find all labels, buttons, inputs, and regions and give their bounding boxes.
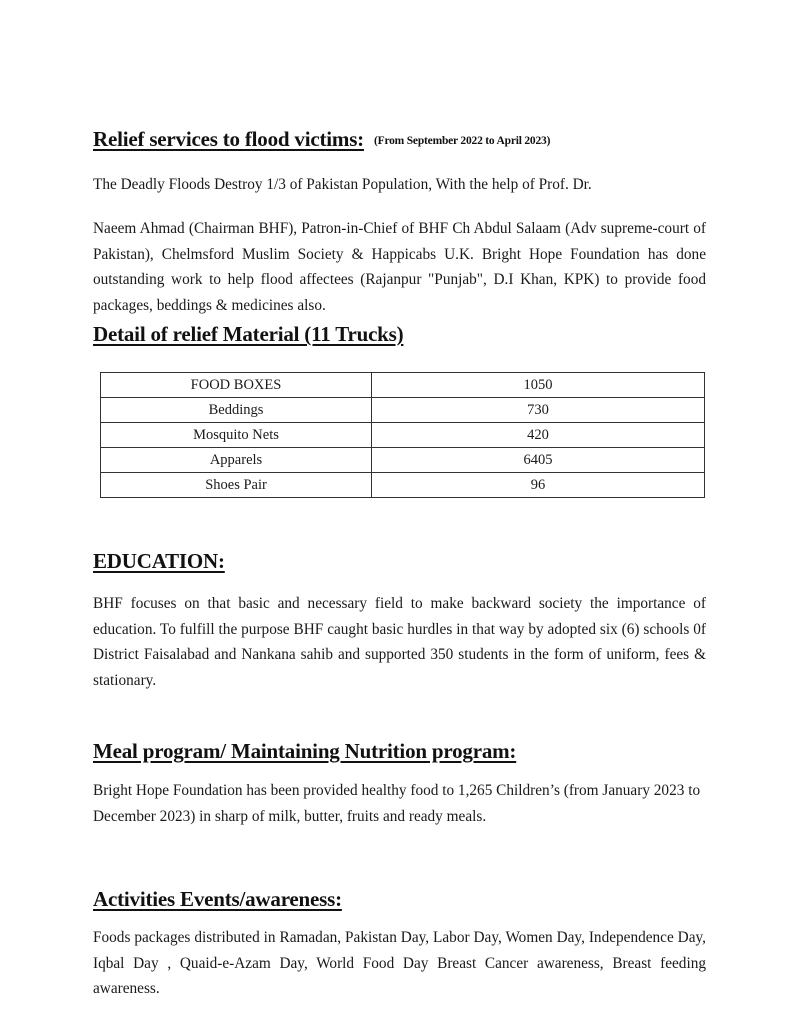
relief-heading-text: Relief services to flood victims: [93,127,364,151]
material-item: Beddings [101,398,372,423]
material-item: Apparels [101,448,372,473]
meal-paragraph: Bright Hope Foundation has been provided healthy food to 1,265 Children’s (from January 2023 to December 2023) in sharp of milk, butter, fruits and ready meals. [93,782,701,825]
relief-heading [93,126,550,154]
relief-period: (From September 2022 to April 2023) [373,135,551,147]
relief-material-table [100,372,705,498]
activities-paragraph: Foods packages distributed in Ramadan, Pakistan Day, Labor Day, Women Day, Independence Day, Iqbal Day , Quaid-e-Azam Day, World Food Day Breast Cancer awareness, Breast feeding awareness. [93,929,706,997]
material-item: FOOD BOXES [101,373,372,398]
relief-paragraph: Naeem Ahmad (Chairman BHF), Patron-in-Chief of BHF Ch Abdul Salaam (Adv supreme-court of Pakistan), Chelmsford Muslim Society & Happicabs U.K. Bright Hope Foundation has done outstanding work to help flood affectees (Rajanpur "Punjab", D.I Khan, KPK) to provide food packages, beddings & medicines also. [93,220,706,314]
material-heading: Detail of relief Material (11 Trucks) [93,322,404,346]
material-item: Shoes Pair [101,473,372,498]
material-quantity: 730 [372,398,705,423]
material-quantity: 420 [372,423,705,448]
table-row [101,448,705,473]
material-item: Mosquito Nets [101,423,372,448]
table-row [101,373,705,398]
table-row [101,398,705,423]
meal-heading: Meal program/ Maintaining Nutrition program: [93,739,517,763]
activities-heading: Activities Events/awareness: [93,887,342,911]
education-paragraph: BHF focuses on that basic and necessary field to make backward society the importance of education. To fulfill the purpose BHF caught basic hurdles in that way by adopted six (6) schools 0f District Faisalabad and Nankana sahib and supported 350 students in the form of uniform, fees & stationary. [93,595,706,689]
material-quantity: 96 [372,473,705,498]
table-row [101,473,705,498]
table-row [101,423,705,448]
education-heading: EDUCATION: [93,549,225,573]
material-quantity: 1050 [372,373,705,398]
material-quantity: 6405 [372,448,705,473]
relief-intro-line: The Deadly Floods Destroy 1/3 of Pakistan Population, With the help of Prof. Dr. [93,176,592,193]
